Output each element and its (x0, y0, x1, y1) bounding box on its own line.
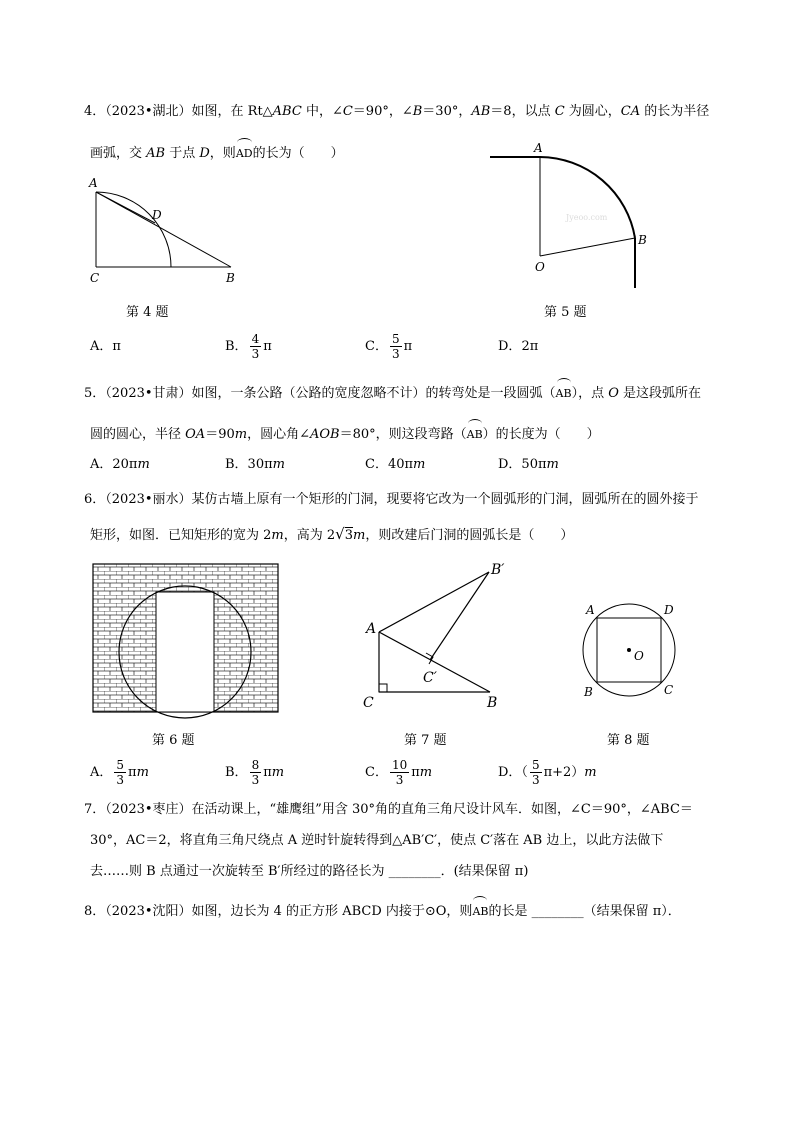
q6-line2: 矩形，如图．已知矩形的宽为 2m，高为 2√3m，则改建后门洞的圆弧长是（ ） (90, 525, 574, 543)
q5-line1: 5．（2023•甘肃）如图，一条公路（公路的宽度忽略不计）的转弯处是一段圆弧（AB），点 O 是这段弧所在 (84, 380, 701, 404)
q5-option-a[interactable]: A．20πm (90, 457, 150, 472)
q4-option-c[interactable]: C． $\frac{5}{3}$ π (365, 332, 413, 361)
q5-road-arc (540, 157, 635, 238)
q7-caption: 第 7 题 (404, 733, 447, 748)
q5-seg-ob (540, 238, 635, 256)
q7-line1: 7．（2023•枣庄）在活动课上，“雄鹰组”用含 30°角的直角三角尺设计风车．如图，∠C＝90°，∠ABC＝ (84, 802, 693, 817)
q7-seg-b-prime-c-prime (430, 572, 489, 660)
q4-line2: 画弧，交 AB 于点 D，则AD的长为（ ） (90, 140, 344, 164)
q4-figure (86, 170, 246, 290)
q8-label-a: A (586, 603, 595, 617)
q5-option-c[interactable]: C．40πm (365, 457, 426, 472)
arc-ab: AB (556, 380, 572, 404)
q5-label-o: O (535, 260, 545, 274)
arc-ab-q8: AB (472, 898, 488, 922)
q5-option-b[interactable]: B．30πm (225, 457, 285, 472)
q7-figure (362, 560, 522, 715)
q4-label-c: C (90, 271, 100, 285)
q8-label-c: C (664, 683, 674, 697)
q4-option-a[interactable]: A．π (90, 339, 121, 354)
arc-ab-2: AB (467, 421, 483, 445)
q7-label-b: B (487, 695, 498, 711)
q6-caption: 第 6 题 (152, 733, 195, 748)
q7-line2: 30°，AC＝2，将直角三角尺绕点 A 逆时针旋转得到△AB′C′，使点 C′落在 AB 边上，以此方法做下 (90, 833, 664, 848)
q4-option-b[interactable]: B． $\frac{4}{3}$ π (225, 332, 272, 361)
q5-line2: 圆的圆心，半径 OA＝90m，圆心角∠AOB＝80°，则这段弯路（AB）的长度为（ ） (90, 421, 600, 445)
q5-label-a: A (534, 141, 543, 155)
q4-label-a: A (89, 176, 98, 190)
q4-option-d[interactable]: D．2π (498, 339, 539, 354)
q6-option-b[interactable]: B． $\frac{8}{3}$ πm (225, 758, 285, 787)
q7-label-a: A (366, 621, 377, 637)
q6-line1: 6．（2023•丽水）某仿古墙上原有一个矩形的门洞，现要将它改为一个圆弧形的门洞，圆弧所在的圆外接于 (84, 492, 699, 507)
q4-seg-ab (96, 192, 231, 267)
q6-option-d[interactable]: D．（ $\frac{5}{3}$ π+2）m (498, 758, 597, 787)
q7-right-angle-c (379, 684, 387, 692)
q6-option-c[interactable]: C． $\frac{10}{3}$ πm (365, 758, 433, 787)
q4-line1: 4．（2023•湖北）如图，在 Rt△ABC 中，∠C＝90°，∠B＝30°，AB＝8，以点 C 为圆心，CA 的长为半径 (84, 104, 710, 119)
q6-doorway (156, 592, 214, 712)
q8-figure (578, 598, 688, 708)
q8-line1: 8．（2023•沈阳）如图，边长为 4 的正方形 ABCD 内接于⊙O，则AB的长是 ________（结果保留 π）． (84, 898, 681, 922)
q7-label-c-prime: C′ (423, 670, 437, 686)
q4-caption: 第 4 题 (126, 305, 169, 320)
q5-watermark: Jyeoo.com (566, 213, 608, 222)
q4-label-d: D (152, 208, 162, 222)
q8-center-dot (627, 648, 631, 652)
q7-label-b-prime: B′ (491, 562, 505, 578)
q4-seg-ad (96, 192, 155, 223)
q5-option-d[interactable]: D．50πm (498, 457, 559, 472)
q8-label-b: B (584, 685, 593, 699)
q4-arc (96, 192, 171, 267)
q6-option-a[interactable]: A． $\frac{5}{3}$ πm (90, 758, 149, 787)
arc-ad: AD (236, 140, 253, 164)
q7-line3: 去……则 B 点通过一次旋转至 B′所经过的路径长为 ________．(结果保留 π) (90, 864, 529, 879)
q5-figure (488, 138, 658, 293)
q8-caption: 第 8 题 (607, 733, 650, 748)
q4-label-b: B (226, 271, 235, 285)
q8-label-o: O (634, 649, 644, 663)
q6-figure (92, 563, 280, 715)
q7-seg-ab-prime (379, 572, 489, 632)
q5-caption: 第 5 题 (544, 305, 587, 320)
q7-label-c: C (363, 695, 374, 711)
q8-label-d: D (664, 603, 674, 617)
q5-label-b: B (638, 233, 647, 247)
